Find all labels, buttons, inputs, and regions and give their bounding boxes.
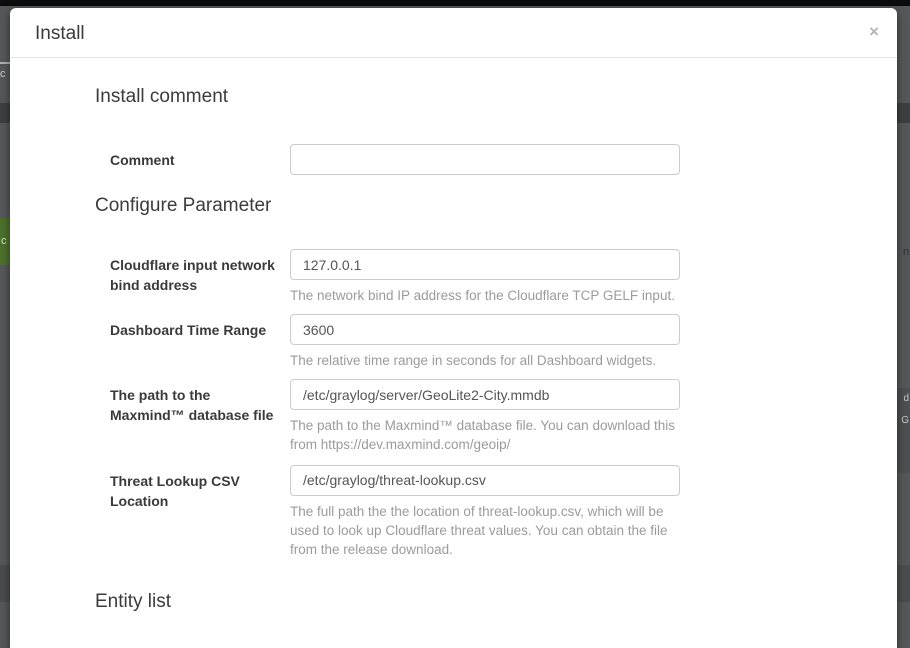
cloudflare-bind-address-col <box>290 249 680 305</box>
configure-parameter-heading: Configure Parameter <box>95 195 272 216</box>
cloudflare-bind-address-input[interactable] <box>290 249 680 280</box>
threat-lookup-csv-row <box>95 465 867 559</box>
close-icon[interactable]: × <box>869 22 879 41</box>
threat-lookup-csv-label: Threat Lookup CSV Location <box>110 472 240 509</box>
background-green-button-fragment: c <box>0 218 10 265</box>
dashboard-time-range-input[interactable] <box>290 314 680 345</box>
maxmind-db-path-input[interactable] <box>290 379 680 410</box>
dashboard-time-range-row <box>95 314 867 370</box>
entity-list-heading: Entity list <box>95 591 172 613</box>
comment-input[interactable] <box>290 144 680 175</box>
modal-body <box>10 58 897 645</box>
cloudflare-bind-address-row <box>95 249 867 305</box>
cloudflare-bind-address-label: Cloudflare input network bind address <box>110 257 275 293</box>
comment-label: Comment <box>110 152 175 168</box>
background-top-bar <box>0 0 910 6</box>
maxmind-db-path-row <box>95 379 867 454</box>
dashboard-time-range-label: Dashboard Time Range <box>110 322 267 339</box>
background-text-fragment-right: n <box>903 246 910 258</box>
modal-header <box>10 8 897 58</box>
threat-lookup-csv-col <box>290 465 680 559</box>
install-modal <box>10 8 897 648</box>
comment-field-col <box>290 144 680 175</box>
install-comment-heading: Install comment <box>95 86 229 107</box>
maxmind-db-path-col <box>290 379 680 454</box>
maxmind-db-path-label: The path to the Maxmind™ database file <box>110 387 274 424</box>
threat-lookup-csv-help: The full path the the location of threat-lookup.csv, which will be used to look up Cloudflare threat values. You can obtain the file from the release download. <box>290 503 668 557</box>
background-panel-edge <box>0 62 10 64</box>
dashboard-time-range-help: The relative time range in seconds for all Dashboard widgets. <box>290 353 657 369</box>
dashboard-time-range-col <box>290 314 680 370</box>
threat-lookup-csv-input[interactable] <box>290 465 680 496</box>
background-panel-fragment-right: d G <box>897 388 910 473</box>
background-text-fragment-left: c <box>0 68 6 80</box>
modal-title: Install <box>35 23 85 44</box>
maxmind-db-path-help: The path to the Maxmind™ database file. You can download this from https://dev.maxmind.com/geoip/ <box>290 418 676 453</box>
cloudflare-bind-address-help: The network bind IP address for the Cloudflare TCP GELF input. <box>290 288 675 303</box>
comment-field-row <box>95 144 867 175</box>
